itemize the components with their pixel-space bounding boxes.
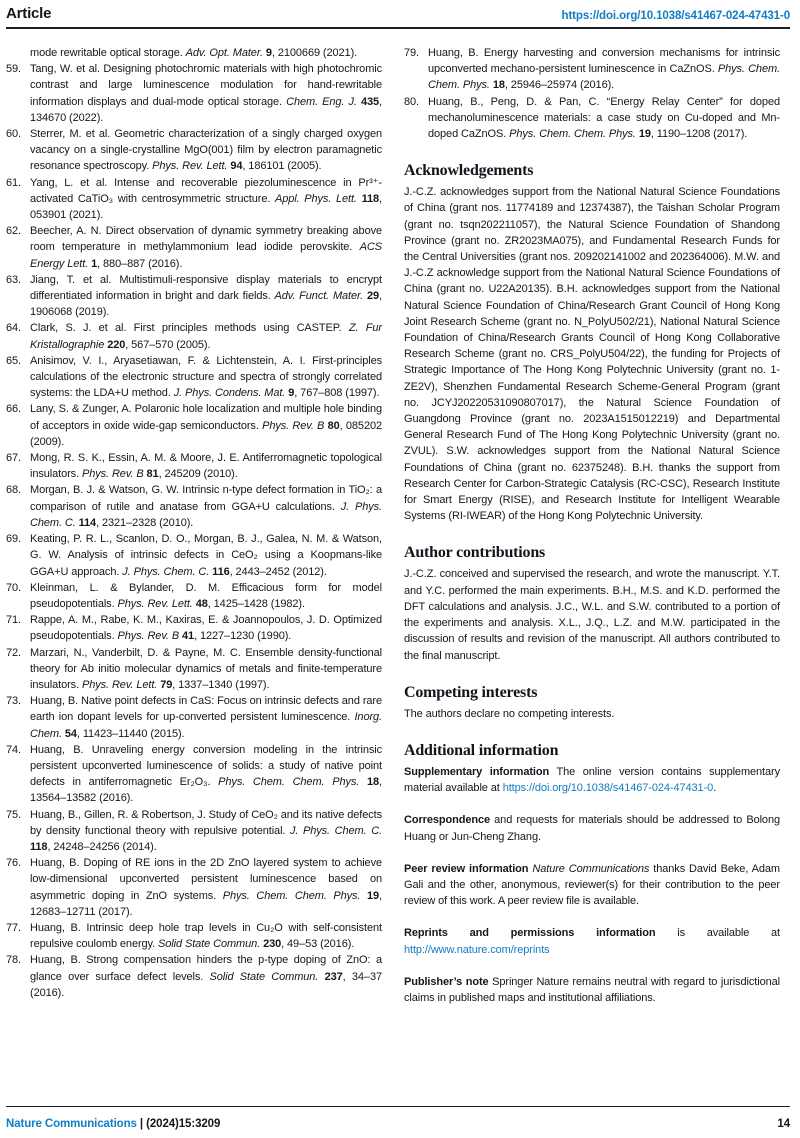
italic-text: J. Phys. Chem. C.: [290, 824, 382, 837]
reference-text: [30, 645, 382, 694]
text-run: Huang, B. Strong compensation hinders the p-type doping of ZnO: a glance over surface defect levels.: [30, 954, 382, 983]
text-run: , 1190–1208 (2017).: [650, 128, 748, 141]
reference-item: [6, 645, 382, 694]
bold-lead-text: 19: [366, 889, 380, 902]
section-heading: Acknowledgements: [404, 162, 534, 180]
bold-lead-text: 18: [492, 79, 505, 92]
italic-text: Phys. Chem. Chem. Phys.: [428, 63, 780, 92]
article-label: Article: [6, 5, 52, 22]
bold-lead-text: 94: [230, 160, 243, 173]
bold-lead-text: 48: [195, 597, 208, 610]
reference-item: [6, 612, 382, 644]
text-run: , 1906068 (2019).: [30, 290, 382, 319]
reference-number: 70.: [6, 581, 21, 594]
reference-text: [30, 580, 382, 612]
bold-lead-text: 116: [212, 565, 230, 578]
reference-item: [6, 952, 382, 1001]
section-heading: Additional information: [404, 741, 559, 759]
bold-lead-text: 29: [366, 290, 380, 303]
italic-text: Phys. Rev. Lett.: [82, 678, 158, 691]
italic-text: Solid State Commun.: [158, 938, 261, 951]
bold-lead-text: Supplementary information: [404, 765, 550, 778]
bold-lead-text: 118: [30, 840, 48, 853]
reference-text: [30, 531, 382, 580]
italic-text: Phys. Chem. Chem. Phys.: [509, 128, 636, 141]
reference-number: 68.: [6, 484, 21, 497]
bold-lead-text: Publisher’s note: [404, 975, 489, 988]
text-run: Keating, P. R. L., Scanlon, D. O., Morgan, B. J., Galea, N. M. & Watson, G. W. Analysis of intrinsic defects in CeO₂ using a Koopmans-like GGA+U approach.: [30, 533, 382, 578]
bold-lead-text: 9: [288, 387, 295, 400]
text-run: , 2321–2328 (2010).: [96, 516, 194, 529]
text-run: mode rewritable optical storage.: [30, 47, 186, 59]
text-run: , 25946–25974 (2016).: [504, 79, 615, 92]
reference-number: 63.: [6, 273, 21, 286]
text-run: The online version contains supplementary material available at: [404, 765, 780, 795]
bold-lead-text: 114: [78, 516, 97, 529]
reference-item: [6, 450, 382, 482]
text-run: [359, 776, 367, 788]
italic-text: Phys. Rev. Lett.: [117, 597, 193, 610]
reference-number: 77.: [6, 921, 21, 934]
reference-number: 59.: [6, 63, 21, 76]
bold-lead-text: Reprints and permissions information: [404, 927, 656, 940]
italic-text: Phys. Rev. B: [82, 468, 144, 481]
section-paragraph: [404, 184, 780, 524]
reference-number: 79.: [404, 47, 419, 59]
text-run: [360, 890, 367, 902]
reference-item: [6, 742, 382, 807]
reference-number: 72.: [6, 646, 21, 659]
italic-text: Appl. Phys. Lett.: [275, 192, 357, 205]
reference-text: [30, 612, 382, 644]
section-paragraph: [404, 566, 780, 663]
reference-item: [6, 45, 382, 61]
italic-text: J. Phys. Chem. C.: [30, 500, 382, 529]
text-run: Jiang, T. et al. Multistimuli-responsive display materials to encrypt differentiated information in bright and dark fields.: [30, 273, 382, 303]
text-run: Huang, B. Native point defects in CaS: Focus on intrinsic defects and rare earth ion dopant levels for up-converted persistent luminescence.: [30, 695, 382, 724]
reference-number: 80.: [404, 95, 419, 108]
section-paragraph: [404, 706, 780, 722]
text-run: Yang, L. et al. Intense and recoverable piezoluminescence in Pr³⁺-activated CaTiO₃ with centrosymmetric structure.: [30, 176, 382, 205]
bold-lead-text: 18: [366, 776, 380, 789]
section-heading: Competing interests: [404, 683, 538, 701]
reference-item: [6, 61, 382, 126]
reference-item: [404, 45, 780, 94]
reference-text: [30, 45, 382, 61]
text-run: Huang, B. Intrinsic deep hole trap levels in Cu₂O with self-consistent repulsive coulomb energy.: [30, 921, 382, 951]
reference-number: 74.: [6, 743, 21, 756]
section-paragraph: [404, 974, 780, 1006]
reference-item: [6, 353, 382, 402]
reference-item: [6, 693, 382, 742]
text-run: .: [713, 782, 717, 795]
reference-item: [6, 126, 382, 175]
italic-text: J. Phys. Condens. Mat.: [173, 387, 286, 400]
italic-text: Phys. Rev. B: [117, 630, 180, 643]
reference-text: [30, 855, 382, 920]
page-header: [0, 0, 800, 27]
text-run: Lany, S. & Zunger, A. Polaronic hole localization and multiple hole binding of acceptors in oxide wide-gap semiconductors.: [30, 403, 382, 432]
bold-lead-text: 80: [327, 419, 340, 432]
text-run: Huang, B. Doping of RE ions in the 2D ZnO layered system to achieve low-dimensional upconverted persistent luminescence based on asymmetric doping in ZnO systems.: [30, 857, 382, 902]
italic-text: Solid State Commun.: [209, 970, 319, 983]
bold-lead-text: 19: [638, 128, 651, 141]
reference-number: 67.: [6, 452, 21, 465]
text-run: The authors declare no competing interests.: [404, 707, 615, 720]
bold-lead-text: 1: [91, 257, 98, 270]
text-run: Huang, B. Energy harvesting and conversion mechanisms for intrinsic upconverted mechano-persistent luminescence in CaZnOS.: [428, 47, 780, 76]
reference-text: [30, 272, 382, 321]
italic-text: ACS Energy Lett.: [30, 241, 382, 270]
reference-number: 66.: [6, 403, 21, 416]
section-paragraph: [404, 764, 780, 796]
reference-text: [30, 320, 382, 352]
italic-text: Phys. Chem. Chem. Phys.: [222, 889, 361, 902]
bold-lead-text: 118: [361, 192, 380, 205]
reference-text: [30, 175, 382, 224]
reference-number: 69.: [6, 533, 21, 546]
text-run: Huang, B., Peng, D. & Pan, C. “Energy Relay Center” for doped mechanoluminescence materials: a case study on Cu-doped and Mn-doped CaZnOS.: [428, 95, 780, 141]
text-run: , 134670 (2022).: [30, 95, 382, 124]
text-run: thanks David Beke, Adam Gali and the other, anonymous, reviewer(s) for their contribution to the peer review of this work. A peer review file is available.: [404, 862, 780, 908]
reference-item: [6, 807, 382, 856]
reference-text: [30, 126, 382, 175]
text-run: , 085202 (2009).: [30, 419, 383, 448]
reference-item: [6, 401, 382, 450]
text-run: , 1227–1230 (1990).: [194, 630, 292, 643]
text-run: J.-C.Z. acknowledges support from the National Natural Science Foundations of China (grant nos. 11774189 and 12374387), the Taishan Scholar Program (grant no. tsqn202211057), the Natural Science Foundation of Shandong Province (grant no. ZR2023MA075), and Fundamental Research Funds for the Central Universities (grant nos. 209202141002 and 202364006). M.W. and J.-C.Z acknowledge support from the National Natural Science Foundations of China (grant no. U22A20135). B.H. acknowledges support from the National Natural Science Foundation of China/Research Grant Council of Hong Kong Joint Research Scheme (grant no. N_PolyU502/21), National Natural Science Foundation of China/Research Grants Council of Hong Kong Collaborative Research Scheme (grant no. CRS_PolyU504/22), the funding for Projects of Strategic Importance of The Hong Kong Polytechnic University (grant no. 1-ZE2V), Shenzhen Fundamental Research Scheme-General Program (grant no. JCYJ20220531090807017), the Natural Science Foundation of Guangdong Province (grant no. 2023A1515012219) and Departmental General Research Fund of The Hong Kong Polytechnic University (grant no. ZVUL). S.W. acknowledges support from the National Natural Science Foundations of China (grant no. 62375248). B.H. thanks the support from Research Center for Carbon-Strategic Catalysis (RC-CSC), Research Institute for Smart Energy (RISE), and Research Institute for Intelligent Wearable Systems (RI-IWEAR) of the Hong Kong Polytechnic University.: [404, 186, 780, 523]
reference-item: [6, 320, 382, 352]
text-run: , 767–808 (1997).: [294, 387, 380, 400]
reference-number: 60.: [6, 128, 21, 141]
bold-lead-text: 230: [263, 938, 282, 951]
page-footer: [6, 1118, 790, 1130]
text-run: Huang, B. Unraveling energy conversion modeling in the intrinsic persistent upconverted luminescence of solids: a study of native point defects in antiferromagnetic Er₂O₃.: [30, 743, 382, 789]
section-paragraph: [404, 812, 780, 844]
text-run: Rappe, A. M., Rabe, K. M., Kaxiras, E. & Joannopoulos, J. D. Optimized pseudopotentials.: [30, 614, 382, 643]
text-run: , 880–887 (2016).: [97, 257, 183, 270]
text-run: Mong, R. S. K., Essin, A. M. & Moore, J. E. Antiferromagnetic topological insulators.: [30, 452, 382, 481]
reference-text: [30, 482, 382, 531]
reference-item: [6, 855, 382, 920]
text-run: , 12683–12711 (2017).: [30, 889, 382, 918]
text-run: Springer Nature remains neutral with regard to jurisdictional claims in published maps and institutional affiliations.: [404, 975, 780, 1004]
reference-item: [6, 272, 382, 321]
text-run: Marzari, N., Vanderbilt, D. & Payne, M. C. Ensemble density-functional theory for Ab initio molecular dynamics of metals and finite-temperature insulators.: [30, 646, 382, 691]
italic-text: Chem. Eng. J.: [286, 95, 357, 108]
italic-text: Phys. Chem. Chem. Phys.: [218, 776, 360, 789]
bold-lead-text: 41: [182, 630, 195, 643]
section-heading: Author contributions: [404, 544, 546, 562]
reference-number: 75.: [6, 808, 21, 821]
text-run: Morgan, B. J. & Watson, G. W. Intrinsic n-type defect formation in TiO₂: a comparison of rutile and anatase from GGA+U calculations.: [30, 484, 382, 513]
reference-number: 73.: [6, 695, 21, 708]
text-run: , 34–37 (2016).: [30, 970, 382, 999]
text-run: , 053901 (2021).: [30, 192, 382, 222]
inline-link[interactable]: http://www.nature.com/reprints: [404, 943, 550, 956]
reference-text: [30, 742, 382, 807]
reference-item: [6, 175, 382, 224]
reference-text: [30, 920, 382, 952]
bold-lead-text: 79: [160, 678, 173, 691]
text-run: J.-C.Z. conceived and supervised the research, and wrote the manuscript. Y.T. and Y.C. performed the main experiments. B.H., M.S. and K.D. performed the DFT calculations and analysis. J.C., W.L. and S.W. contributed to a portion of the experiments and analysis. X.L., J.Q., L.Z. and M.W. participated in the discussion of results and revision of the manuscript. All authors contributed to the final manuscript.: [404, 568, 780, 662]
footer-citation-line: [6, 1118, 220, 1130]
bold-lead-text: 54: [64, 727, 77, 740]
text-run: Clark, S. J. et al. First principles methods using CASTEP.: [30, 322, 349, 335]
reference-item: [6, 580, 382, 612]
reference-text: [30, 807, 382, 856]
italic-text: J. Phys. Chem. C.: [122, 565, 210, 578]
volume-citation: | (2024)15:3209: [136, 1118, 221, 1130]
italic-text: Adv. Opt. Mater.: [185, 47, 263, 59]
page-number: 14: [777, 1118, 790, 1130]
reference-text: [30, 693, 382, 742]
section-paragraph: [404, 861, 780, 910]
text-run: and requests for materials should be addressed to Bolong Huang or Jun-Cheng Zhang.: [404, 814, 780, 843]
reference-text: [30, 450, 382, 482]
doi-link[interactable]: https://doi.org/10.1038/s41467-024-47431-0: [561, 10, 790, 22]
italic-text: Adv. Funct. Mater.: [274, 290, 364, 303]
inline-link[interactable]: https://doi.org/10.1038/s41467-024-47431-0: [502, 782, 714, 795]
reference-number: 61.: [6, 176, 21, 189]
reference-number: 65.: [6, 354, 21, 367]
reference-text: [428, 45, 780, 94]
text-run: Beecher, A. N. Direct observation of dynamic symmetry breaking above room temperature in methylammonium lead iodide perovskite.: [30, 225, 382, 254]
text-run: , 2100669 (2021).: [271, 47, 358, 59]
italic-text: Nature Communications: [532, 862, 650, 875]
right-column: [404, 45, 780, 1006]
reference-number: [6, 45, 30, 61]
text-run: Sterrer, M. et al. Geometric characterization of a singly charged oxygen vacancy on a single-crystalline MgO(001) film by electron paramagnetic resonance spectroscopy.: [30, 128, 382, 173]
reference-number: 64.: [6, 322, 21, 335]
reference-number: 76.: [6, 857, 21, 870]
bold-lead-text: 220: [107, 338, 126, 351]
bold-lead-text: 9: [265, 47, 272, 59]
text-run: , 24248–24256 (2014).: [47, 840, 157, 853]
reference-item: [6, 223, 382, 272]
italic-text: Phys. Rev. B: [262, 419, 325, 432]
reference-item: [6, 531, 382, 580]
reference-item: [404, 94, 780, 143]
text-run: , 11423–11440 (2015).: [76, 727, 185, 740]
section-paragraph: [404, 925, 780, 957]
reference-text: [30, 223, 382, 272]
text-run: Tang, W. et al. Designing photochromic materials with high photochromic contrast and large luminescence modulation for hand-rewritable information displays and dual-mode optical storage.: [30, 63, 382, 108]
italic-text: Z. Fur Kristallographie: [30, 322, 382, 351]
italic-text: Inorg. Chem.: [30, 711, 382, 740]
reference-number: 62.: [6, 225, 21, 238]
reference-item: [6, 482, 382, 531]
reference-number: 78.: [6, 954, 21, 967]
footer-rule: [6, 1106, 790, 1107]
text-run: , 13564–13582 (2016).: [30, 776, 382, 805]
bold-lead-text: Correspondence: [404, 814, 491, 827]
bold-lead-text: Peer review information: [404, 862, 529, 875]
reference-text: [30, 952, 382, 1001]
text-run: , 49–53 (2016).: [281, 938, 355, 951]
reference-item: [6, 920, 382, 952]
reference-text: [428, 94, 780, 143]
reference-number: 71.: [6, 614, 21, 627]
reference-text: [30, 401, 382, 450]
text-run: Kleinman, L. & Bylander, D. M. Efficacious form for model pseudopotentials.: [30, 581, 382, 610]
reference-text: [30, 353, 382, 402]
text-run: , 245209 (2010).: [158, 468, 238, 481]
text-run: , 1337–1340 (1997).: [172, 678, 270, 691]
text-run: , 567–570 (2005).: [125, 338, 211, 351]
bold-lead-text: 81: [146, 468, 159, 481]
bold-lead-text: 435: [360, 95, 380, 108]
text-run: , 186101 (2005).: [242, 160, 322, 173]
text-run: , 2443–2452 (2012).: [229, 565, 327, 578]
text-run: , 1425–1428 (1982).: [207, 597, 305, 610]
bold-lead-text: 237: [324, 970, 343, 983]
reference-text: [30, 61, 382, 126]
text-run: Huang, B., Gillen, R. & Robertson, J. Study of CeO₂ and its native defects by density functional theory with repulsive potential.: [30, 808, 382, 837]
journal-link[interactable]: Nature Communications: [6, 1118, 137, 1130]
left-column: [6, 45, 382, 1006]
text-run: Anisimov, V. I., Aryasetiawan, F. & Lichtenstein, A. I. First-principles calculations of the electronic structure and spectra of strongly correlated systems: the LDA+U method.: [30, 354, 382, 400]
italic-text: Phys. Rev. Lett.: [152, 160, 228, 173]
content-columns: [0, 29, 800, 1006]
text-run: is available at: [655, 927, 780, 940]
